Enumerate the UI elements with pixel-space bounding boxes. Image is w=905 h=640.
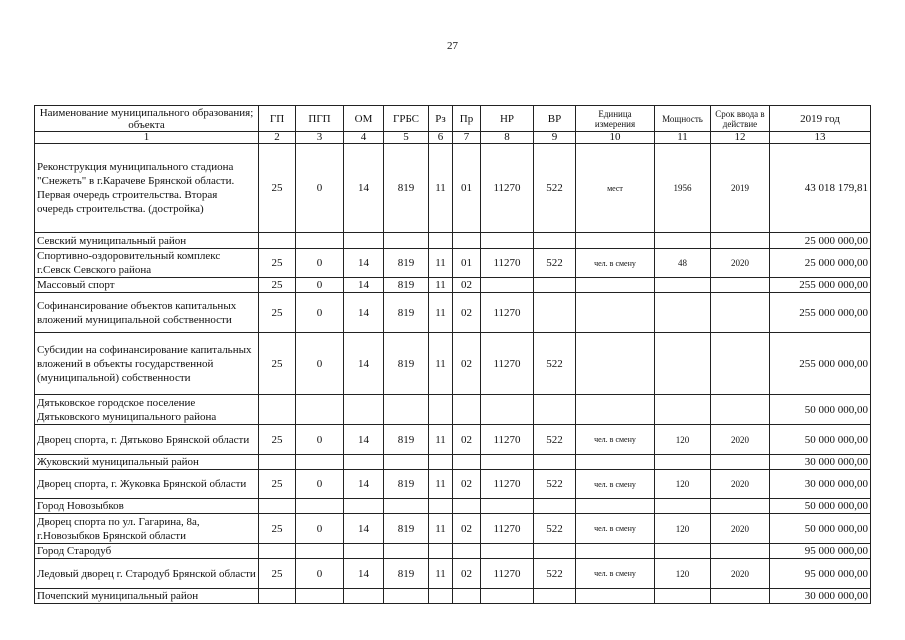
column-number: 3 (296, 132, 344, 144)
cell-om: 14 (344, 470, 384, 499)
cell-gp: 25 (259, 514, 296, 544)
cell-pgp: 0 (296, 425, 344, 455)
cell-om (344, 544, 384, 559)
column-number: 10 (576, 132, 655, 144)
cell-vr (534, 395, 576, 425)
cell-unit: чел. в смену (576, 514, 655, 544)
cell-pr: 02 (453, 333, 481, 395)
header-pgp: ПГП (296, 106, 344, 132)
row-name: Жуковский муниципальный район (35, 455, 259, 470)
cell-nr (481, 589, 534, 604)
cell-nr (481, 499, 534, 514)
cell-rz: 11 (429, 514, 453, 544)
cell-vr (534, 455, 576, 470)
cell-vr: 522 (534, 514, 576, 544)
cell-om: 14 (344, 559, 384, 589)
cell-rz: 11 (429, 425, 453, 455)
cell-pr (453, 499, 481, 514)
cell-pgp: 0 (296, 278, 344, 293)
cell-pgp: 0 (296, 514, 344, 544)
cell-commissioning (711, 455, 770, 470)
cell-gp (259, 499, 296, 514)
cell-grbs (384, 589, 429, 604)
cell-rz: 11 (429, 293, 453, 333)
cell-gp: 25 (259, 559, 296, 589)
cell-nr (481, 233, 534, 249)
column-number: 12 (711, 132, 770, 144)
cell-gp: 25 (259, 249, 296, 278)
cell-unit: чел. в смену (576, 249, 655, 278)
column-number: 13 (770, 132, 871, 144)
cell-pgp: 0 (296, 293, 344, 333)
header-rz: Рз (429, 106, 453, 132)
cell-om (344, 589, 384, 604)
cell-nr: 11270 (481, 514, 534, 544)
cell-amount: 43 018 179,81 (770, 144, 871, 233)
cell-pgp: 0 (296, 144, 344, 233)
cell-pr: 01 (453, 144, 481, 233)
table-row (35, 333, 871, 395)
cell-grbs: 819 (384, 559, 429, 589)
cell-capacity (655, 544, 711, 559)
row-name: Дятьковское городское поселение Дятьковского муниципального района (35, 395, 259, 425)
cell-gp (259, 455, 296, 470)
cell-commissioning: 2020 (711, 249, 770, 278)
cell-grbs (384, 499, 429, 514)
cell-vr (534, 544, 576, 559)
row-name: Софинансирование объектов капитальных вложений муниципальной собственности (35, 293, 259, 333)
cell-capacity (655, 455, 711, 470)
cell-grbs: 819 (384, 425, 429, 455)
cell-gp (259, 589, 296, 604)
cell-om: 14 (344, 144, 384, 233)
cell-amount: 50 000 000,00 (770, 514, 871, 544)
cell-nr: 11270 (481, 559, 534, 589)
cell-nr (481, 544, 534, 559)
cell-vr: 522 (534, 470, 576, 499)
cell-pr (453, 544, 481, 559)
table-row (35, 499, 871, 514)
cell-capacity (655, 395, 711, 425)
column-number: 11 (655, 132, 711, 144)
cell-pr: 01 (453, 249, 481, 278)
cell-gp: 25 (259, 278, 296, 293)
header-capacity: Мощность (655, 106, 711, 132)
cell-commissioning: 2020 (711, 470, 770, 499)
cell-nr: 11270 (481, 249, 534, 278)
cell-gp: 25 (259, 470, 296, 499)
cell-unit: чел. в смену (576, 425, 655, 455)
cell-gp: 25 (259, 425, 296, 455)
column-number: 4 (344, 132, 384, 144)
cell-rz: 11 (429, 144, 453, 233)
cell-capacity: 120 (655, 514, 711, 544)
cell-capacity: 1956 (655, 144, 711, 233)
cell-capacity (655, 233, 711, 249)
table-row (35, 278, 871, 293)
cell-pr (453, 589, 481, 604)
column-number: 7 (453, 132, 481, 144)
cell-amount: 255 000 000,00 (770, 278, 871, 293)
cell-om: 14 (344, 514, 384, 544)
cell-vr: 522 (534, 249, 576, 278)
cell-pgp (296, 589, 344, 604)
cell-grbs: 819 (384, 293, 429, 333)
cell-pr: 02 (453, 559, 481, 589)
cell-amount: 25 000 000,00 (770, 249, 871, 278)
cell-capacity (655, 589, 711, 604)
table-row (35, 514, 871, 544)
cell-capacity: 120 (655, 425, 711, 455)
cell-vr (534, 278, 576, 293)
cell-om (344, 455, 384, 470)
cell-rz: 11 (429, 559, 453, 589)
table-row (35, 559, 871, 589)
row-name: Субсидии на софинансирование капитальных вложений в объекты государственной (муниципальной) собственности (35, 333, 259, 395)
cell-unit (576, 455, 655, 470)
table-row (35, 544, 871, 559)
table-row (35, 470, 871, 499)
cell-amount: 30 000 000,00 (770, 589, 871, 604)
cell-grbs (384, 455, 429, 470)
cell-rz (429, 233, 453, 249)
cell-commissioning (711, 293, 770, 333)
cell-gp: 25 (259, 333, 296, 395)
cell-nr (481, 278, 534, 293)
cell-gp (259, 233, 296, 249)
cell-grbs: 819 (384, 144, 429, 233)
cell-commissioning (711, 233, 770, 249)
cell-om: 14 (344, 425, 384, 455)
cell-unit: мест (576, 144, 655, 233)
header-om: ОМ (344, 106, 384, 132)
row-name: Ледовый дворец г. Стародуб Брянской области (35, 559, 259, 589)
cell-om (344, 233, 384, 249)
row-name: Массовый спорт (35, 278, 259, 293)
row-name: Спортивно-оздоровительный комплекс г.Севск Севского района (35, 249, 259, 278)
cell-commissioning (711, 333, 770, 395)
cell-unit (576, 544, 655, 559)
cell-nr: 11270 (481, 425, 534, 455)
cell-unit (576, 333, 655, 395)
cell-unit: чел. в смену (576, 559, 655, 589)
cell-amount: 95 000 000,00 (770, 559, 871, 589)
cell-nr (481, 455, 534, 470)
header-gp: ГП (259, 106, 296, 132)
cell-vr: 522 (534, 144, 576, 233)
row-name: Город Стародуб (35, 544, 259, 559)
cell-unit (576, 233, 655, 249)
cell-unit (576, 395, 655, 425)
header-vr: ВР (534, 106, 576, 132)
cell-amount: 255 000 000,00 (770, 333, 871, 395)
cell-unit (576, 293, 655, 333)
cell-commissioning: 2020 (711, 559, 770, 589)
cell-pr: 02 (453, 293, 481, 333)
cell-amount: 50 000 000,00 (770, 395, 871, 425)
cell-pgp (296, 233, 344, 249)
cell-grbs (384, 544, 429, 559)
cell-gp (259, 544, 296, 559)
cell-unit (576, 278, 655, 293)
cell-gp (259, 395, 296, 425)
cell-rz: 11 (429, 249, 453, 278)
column-number: 1 (35, 132, 259, 144)
page-number: 27 (447, 40, 458, 52)
row-name: Дворец спорта по ул. Гагарина, 8а, г.Новозыбков Брянской области (35, 514, 259, 544)
cell-capacity: 48 (655, 249, 711, 278)
cell-commissioning: 2020 (711, 425, 770, 455)
table-row (35, 293, 871, 333)
header-name: Наименование муниципального образования; объекта (35, 106, 259, 132)
table-row (35, 425, 871, 455)
cell-grbs: 819 (384, 333, 429, 395)
cell-capacity: 120 (655, 470, 711, 499)
row-name: Почепский муниципальный район (35, 589, 259, 604)
row-name: Город Новозыбков (35, 499, 259, 514)
cell-grbs (384, 395, 429, 425)
cell-vr (534, 589, 576, 604)
cell-amount: 30 000 000,00 (770, 455, 871, 470)
cell-nr: 11270 (481, 293, 534, 333)
cell-capacity (655, 278, 711, 293)
cell-amount: 25 000 000,00 (770, 233, 871, 249)
cell-amount: 50 000 000,00 (770, 499, 871, 514)
cell-grbs: 819 (384, 249, 429, 278)
cell-commissioning: 2020 (711, 514, 770, 544)
column-number: 5 (384, 132, 429, 144)
column-number-row (35, 132, 871, 144)
cell-vr (534, 499, 576, 514)
header-unit: Единица измерения (576, 106, 655, 132)
cell-commissioning: 2019 (711, 144, 770, 233)
row-name: Реконструкция муниципального стадиона "Снежеть" в г.Карачеве Брянской области. Первая очередь строительства. Вторая очередь строительства. (достройка) (35, 144, 259, 233)
table-row (35, 249, 871, 278)
budget-table (34, 105, 871, 604)
cell-nr: 11270 (481, 470, 534, 499)
table-row (35, 233, 871, 249)
cell-rz (429, 544, 453, 559)
cell-pr: 02 (453, 278, 481, 293)
cell-pgp (296, 395, 344, 425)
cell-om (344, 395, 384, 425)
cell-rz (429, 589, 453, 604)
cell-om: 14 (344, 249, 384, 278)
header-commissioning: Срок ввода в действие (711, 106, 770, 132)
cell-rz: 11 (429, 333, 453, 395)
cell-commissioning (711, 589, 770, 604)
cell-unit: чел. в смену (576, 470, 655, 499)
cell-rz (429, 395, 453, 425)
cell-pgp: 0 (296, 559, 344, 589)
cell-pr (453, 455, 481, 470)
cell-rz: 11 (429, 278, 453, 293)
table-row (35, 589, 871, 604)
header-nr: НР (481, 106, 534, 132)
cell-grbs (384, 233, 429, 249)
cell-rz (429, 455, 453, 470)
cell-amount: 50 000 000,00 (770, 425, 871, 455)
cell-amount: 95 000 000,00 (770, 544, 871, 559)
column-number: 9 (534, 132, 576, 144)
cell-commissioning (711, 499, 770, 514)
cell-amount: 30 000 000,00 (770, 470, 871, 499)
cell-pr (453, 233, 481, 249)
cell-om (344, 499, 384, 514)
cell-nr: 11270 (481, 333, 534, 395)
cell-pr: 02 (453, 470, 481, 499)
cell-rz: 11 (429, 470, 453, 499)
cell-pr: 02 (453, 514, 481, 544)
column-number: 2 (259, 132, 296, 144)
cell-capacity (655, 499, 711, 514)
cell-amount: 255 000 000,00 (770, 293, 871, 333)
cell-vr: 522 (534, 333, 576, 395)
row-name: Дворец спорта, г. Жуковка Брянской области (35, 470, 259, 499)
row-name: Севский муниципальный район (35, 233, 259, 249)
cell-commissioning (711, 278, 770, 293)
table-row (35, 455, 871, 470)
cell-pgp (296, 499, 344, 514)
row-name: Дворец спорта, г. Дятьково Брянской области (35, 425, 259, 455)
cell-commissioning (711, 395, 770, 425)
column-number: 8 (481, 132, 534, 144)
cell-pgp (296, 455, 344, 470)
cell-grbs: 819 (384, 278, 429, 293)
cell-pgp: 0 (296, 333, 344, 395)
cell-unit (576, 589, 655, 604)
cell-nr (481, 395, 534, 425)
cell-pr: 02 (453, 425, 481, 455)
cell-pgp: 0 (296, 470, 344, 499)
cell-capacity: 120 (655, 559, 711, 589)
cell-vr: 522 (534, 559, 576, 589)
cell-om: 14 (344, 278, 384, 293)
header-amount: 2019 год (770, 106, 871, 132)
table-row (35, 144, 871, 233)
cell-vr (534, 233, 576, 249)
cell-om: 14 (344, 293, 384, 333)
cell-capacity (655, 293, 711, 333)
cell-grbs: 819 (384, 514, 429, 544)
table-row (35, 395, 871, 425)
cell-vr (534, 293, 576, 333)
cell-pgp (296, 544, 344, 559)
cell-nr: 11270 (481, 144, 534, 233)
cell-pr (453, 395, 481, 425)
header-pr: Пр (453, 106, 481, 132)
cell-grbs: 819 (384, 470, 429, 499)
cell-capacity (655, 333, 711, 395)
cell-vr: 522 (534, 425, 576, 455)
cell-pgp: 0 (296, 249, 344, 278)
cell-commissioning (711, 544, 770, 559)
column-number: 6 (429, 132, 453, 144)
header-grbs: ГРБС (384, 106, 429, 132)
cell-gp: 25 (259, 144, 296, 233)
header-row (35, 106, 871, 132)
cell-gp: 25 (259, 293, 296, 333)
cell-rz (429, 499, 453, 514)
cell-unit (576, 499, 655, 514)
cell-om: 14 (344, 333, 384, 395)
